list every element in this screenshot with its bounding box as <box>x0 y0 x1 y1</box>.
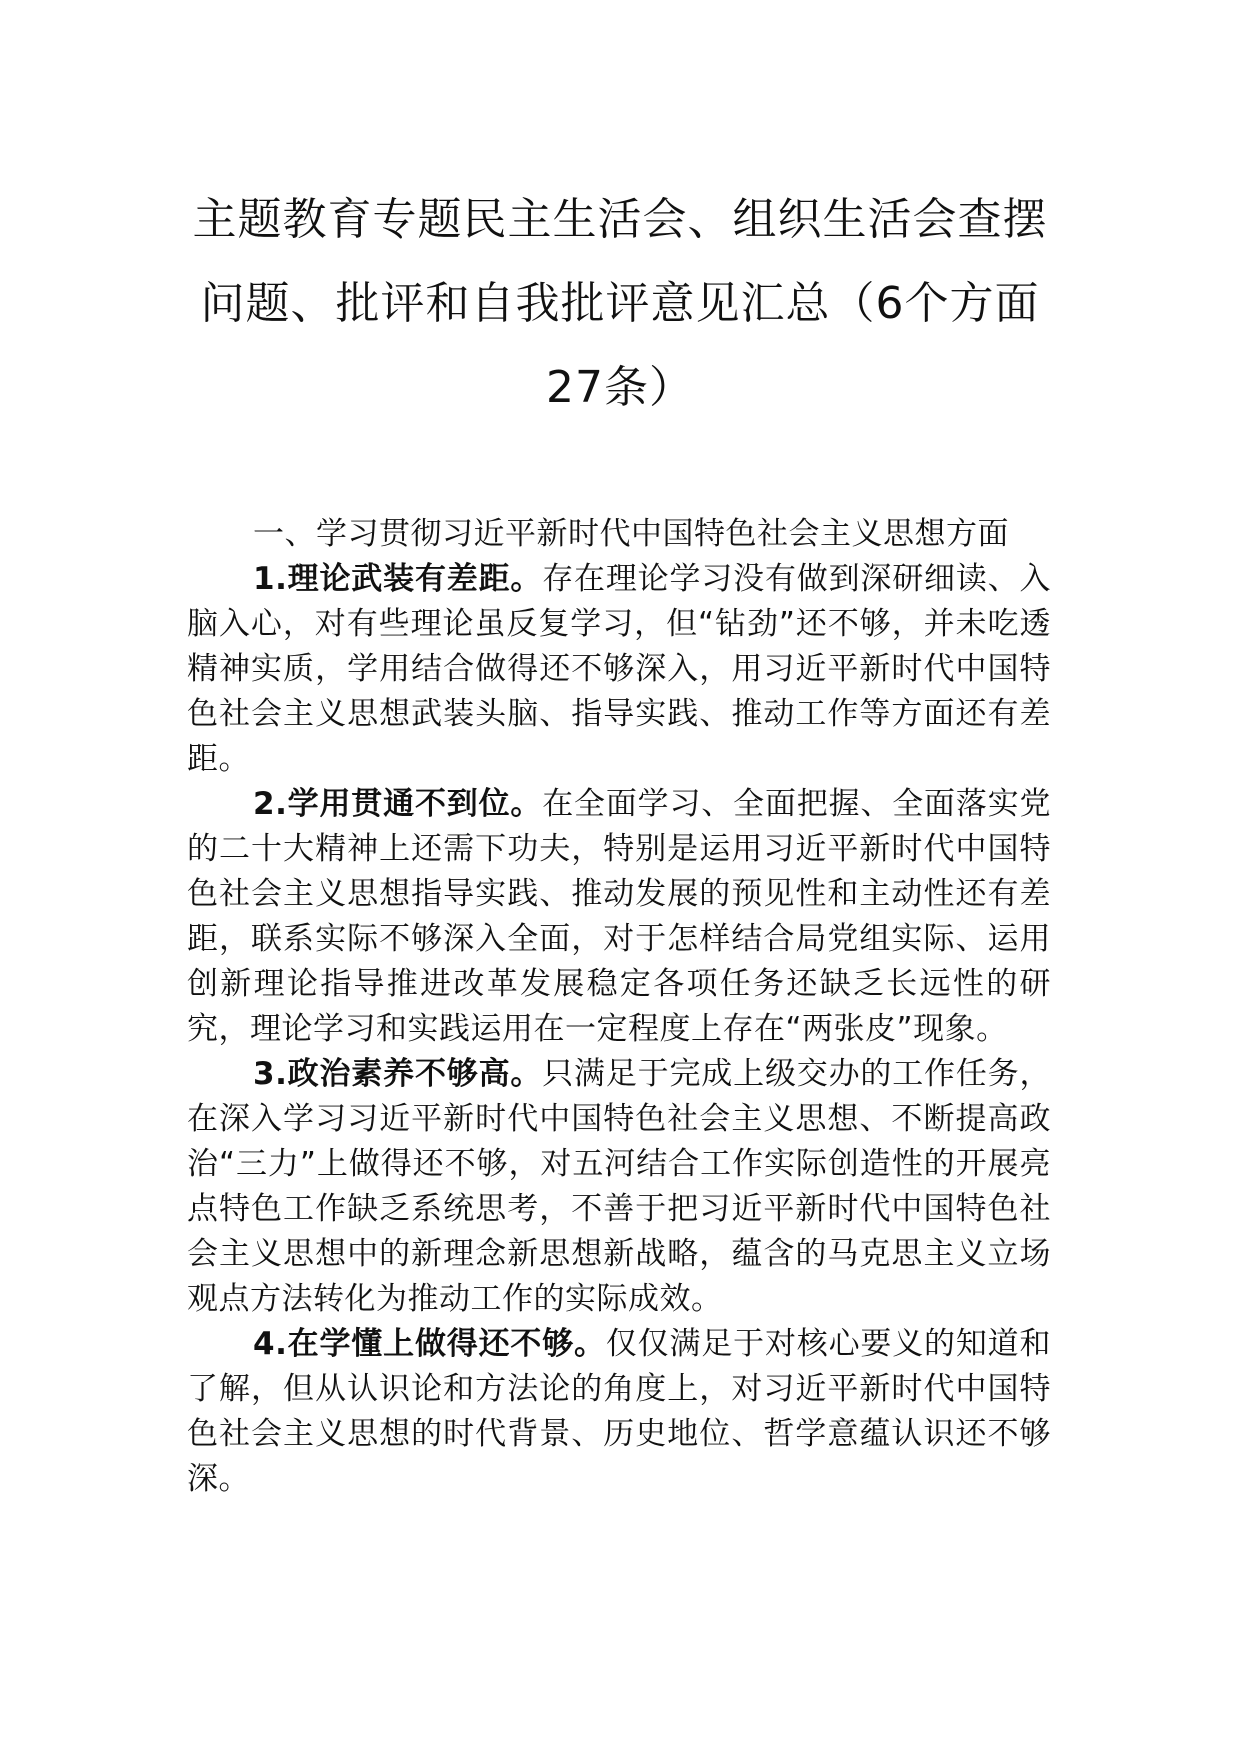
item-text: 存在理论学习没有做到深研细读、入脑入心，对有些理论虽反复学习，但“钻劲”还不够，并未吃透精神实质，学用结合做得还不够深入，用习近平新时代中国特色社会主义思想武装头脑、指导实践、推动工作等方面还有差距。 <box>187 561 1051 777</box>
item-lead: 3.政治素养不够高。 <box>253 1056 543 1092</box>
item-text: 在全面学习、全面把握、全面落实党的二十大精神上还需下功夫，特别是运用习近平新时代中国特色社会主义思想指导实践、推动发展的预见性和主动性还有差距，联系实际不够深入全面，对于怎样结合局党组实际、运用创新理论指导推进改革发展稳定各项任务还缺乏长远性的研究，理论学习和实践运用在一定程度上存在“两张皮”现象。 <box>187 786 1051 1047</box>
item-lead: 2.学用贯通不到位。 <box>253 786 543 822</box>
item-text: 仅仅满足于对核心要义的知道和了解，但从认识论和方法论的角度上，对习近平新时代中国特色社会主义思想的时代背景、历史地位、哲学意蕴认识还不够深。 <box>187 1326 1051 1497</box>
list-item <box>187 1322 1051 1502</box>
item-lead: 4.在学懂上做得还不够。 <box>253 1326 606 1362</box>
document-body <box>187 512 1051 1502</box>
list-item <box>187 1052 1051 1322</box>
list-item <box>187 557 1051 782</box>
item-text: 只满足于完成上级交办的工作任务，在深入学习习近平新时代中国特色社会主义思想、不断提高政治“三力”上做得还不够，对五河结合工作实际创造性的开展亮点特色工作缺乏系统思考，不善于把习近平新时代中国特色社会主义思想中的新理念新思想新战略，蕴含的马克思主义立场观点方法转化为推动工作的实际成效。 <box>187 1056 1051 1317</box>
list-item <box>187 782 1051 1052</box>
section-heading: 一、学习贯彻习近平新时代中国特色社会主义思想方面 <box>253 516 1009 552</box>
document-title: 主题教育专题民主生活会、组织生活会查摆问题、批评和自我批评意见汇总（6个方面27条） <box>192 194 1048 413</box>
item-lead: 1.理论武装有差距。 <box>253 561 543 597</box>
